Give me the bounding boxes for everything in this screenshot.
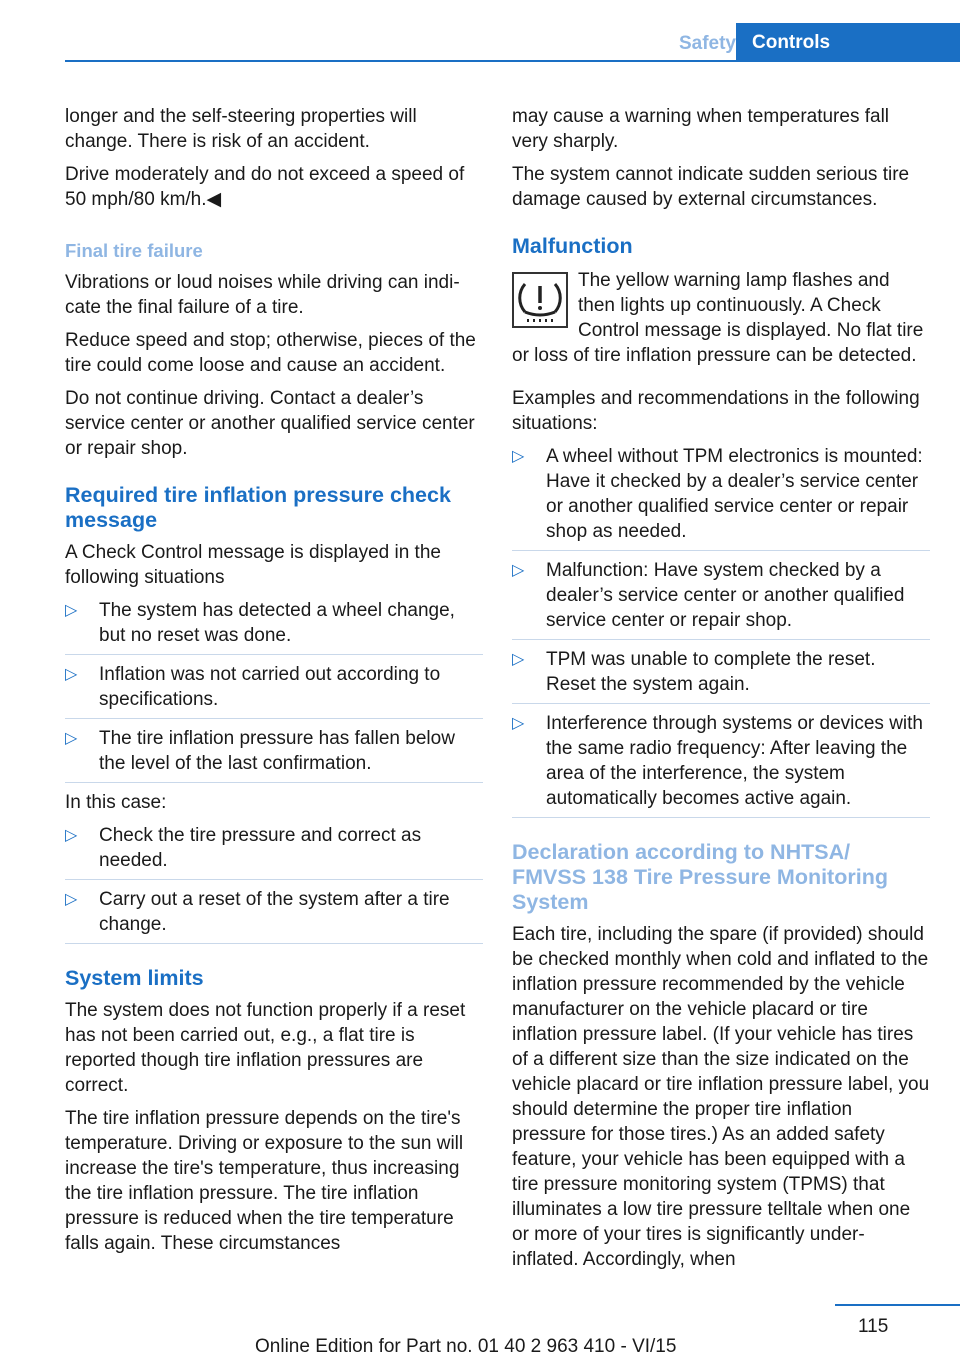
triangle-bullet-icon: ▷ — [65, 827, 78, 844]
footer-rule — [835, 1304, 960, 1306]
malfunction-block — [512, 266, 930, 368]
left-column — [65, 104, 483, 1264]
paragraph: The tire inflation pressure depends on the tire's temperature. Driving or exposure to the sun will increase the tire's temperature, thus increasing the tire inflation pressure. The tire inflation pressure is reduced when the tire temperature falls again. These circumstances — [65, 1108, 464, 1254]
list-item — [65, 726, 483, 783]
examples-list — [512, 444, 930, 818]
required-pressure-check-heading: Required tire inflation pressure check message — [65, 483, 451, 532]
paragraph: Do not continue driving. Contact a dealer’s service center or another qualified service center or repair shop. — [65, 388, 475, 459]
triangle-bullet-icon: ▷ — [65, 730, 78, 747]
paragraph: Vibrations or loud noises while driving can indicate the final failure of a tire. — [65, 272, 460, 318]
right-column — [512, 104, 930, 1280]
triangle-bullet-icon: ▷ — [512, 715, 525, 732]
case-list — [65, 823, 483, 944]
paragraph: A Check Control message is displayed in the following situations — [65, 542, 441, 588]
list-item-text: The system has detected a wheel change, but no reset was done. — [99, 600, 455, 646]
declaration-heading: Declaration according to NHTSA/ FMVSS 138 Tire Pressure Monitoring System — [512, 840, 888, 914]
final-tire-failure-heading: Final tire failure — [65, 240, 203, 261]
paragraph: may cause a warning when temperatures fall very sharply. — [512, 106, 890, 152]
list-item — [512, 647, 930, 704]
list-item — [65, 823, 483, 880]
paragraph: The system cannot indicate sudden serious tire damage caused by external circumstances. — [512, 164, 910, 210]
header-rule — [65, 60, 960, 62]
edition-footer: Online Edition for Part no. 01 40 2 963 410 - VI/15 — [255, 1336, 677, 1357]
list-item-text: TPM was unable to complete the reset. Reset the system again. — [546, 649, 876, 695]
list-item-text: Check the tire pressure and correct as needed. — [99, 825, 422, 871]
paragraph: The yellow warning lamp flashes and then lights up continuously. A Check Control message is displayed. No flat tire or loss of tire inflation pressure can be detected. — [512, 270, 924, 366]
triangle-bullet-icon: ▷ — [65, 666, 78, 683]
tab-controls: Controls — [736, 23, 960, 60]
tab-safety: Safety — [678, 33, 736, 54]
required-situations-list — [65, 598, 483, 783]
list-item-text: A wheel without TPM electronics is mounted: Have it checked by a dealer’s service center or another qualified service center or repair shop as needed. — [546, 446, 923, 542]
list-item-text: Interference through systems or devices with the same radio frequency: After leaving the area of the interference, the system automatically becomes active again. — [546, 713, 924, 809]
paragraph: Each tire, including the spare (if provided) should be checked monthly when cold and inflated to the inflation pressure recommended by the vehicle manufacturer on the vehicle placard or tire inflation pressure label. (If your vehicle has tires of a different size than the size indicated on the vehicle placard or tire inflation pressure label, you should determine the proper tire inflation pressure for those tires.) As an added safety feature, your vehicle has been equipped with a tire pressure monitoring system (TPMS) that illuminates a low tire pressure telltale when one or more of your tires is significantly under-inflated. Accordingly, when — [512, 924, 930, 1270]
paragraph: Examples and recommendations in the following situations: — [512, 388, 920, 434]
page-number: 115 — [858, 1316, 889, 1337]
list-item-text: Malfunction: Have system checked by a dealer’s service center or another qualified service center or repair shop. — [546, 560, 905, 631]
paragraph: longer and the self-steering properties will change. There is risk of an accident. — [65, 106, 417, 152]
paragraph: Reduce speed and stop; otherwise, pieces of the tire could come loose and cause an accident. — [65, 330, 476, 376]
list-item — [65, 662, 483, 719]
list-item-text: The tire inflation pressure has fallen below the level of the last confirmation. — [99, 728, 455, 774]
list-item — [65, 887, 483, 944]
triangle-bullet-icon: ▷ — [512, 448, 525, 465]
triangle-bullet-icon: ▷ — [512, 562, 525, 579]
list-item — [512, 558, 930, 640]
triangle-bullet-icon: ▷ — [65, 891, 78, 908]
paragraph: In this case: — [65, 792, 167, 813]
triangle-bullet-icon: ▷ — [65, 602, 78, 619]
triangle-bullet-icon: ▷ — [512, 651, 525, 668]
paragraph: The system does not function properly if a reset has not been carried out, e.g., a flat tire is reported though tire inflation pressures are correct. — [65, 1000, 466, 1096]
list-item-text: Carry out a reset of the system after a tire change. — [99, 889, 450, 935]
list-item — [512, 711, 930, 818]
list-item — [512, 444, 930, 551]
system-limits-heading: System limits — [65, 966, 204, 990]
list-item — [65, 598, 483, 655]
paragraph: Drive moderately and do not exceed a speed of 50 mph/80 km/h.◀ — [65, 164, 465, 210]
malfunction-heading: Malfunction — [512, 234, 633, 258]
list-item-text: Inflation was not carried out according to specifications. — [99, 664, 441, 710]
tire-pressure-warning-icon — [512, 272, 568, 328]
